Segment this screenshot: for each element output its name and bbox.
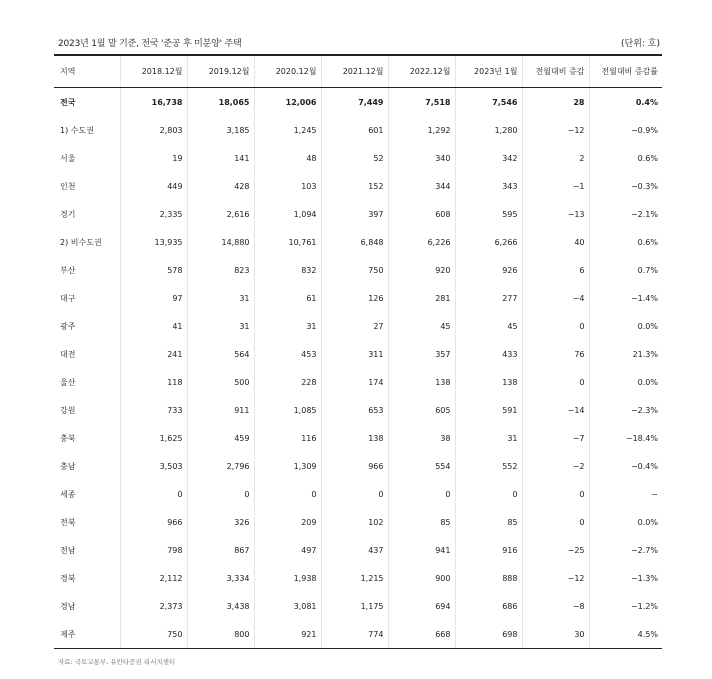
value-cell: 2,335: [120, 200, 187, 228]
value-cell: 126: [321, 284, 388, 312]
value-cell: 694: [388, 592, 455, 620]
region-cell: 세종: [60, 489, 76, 499]
value-cell: 437: [321, 536, 388, 564]
table-row: [54, 536, 662, 564]
value-cell: 31: [254, 312, 321, 340]
value-cell: 3,185: [187, 116, 254, 144]
table-row: [54, 200, 662, 228]
col-header-2018-12: 2018.12월: [120, 56, 187, 88]
value-cell: 428: [187, 172, 254, 200]
value-cell: −18.4%: [589, 424, 662, 452]
value-cell: −2.1%: [589, 200, 662, 228]
value-cell: 3,438: [187, 592, 254, 620]
value-cell: 0.0%: [589, 368, 662, 396]
value-cell: 750: [120, 620, 187, 649]
value-cell: 1,094: [254, 200, 321, 228]
value-cell: 2,373: [120, 592, 187, 620]
region-cell: 서울: [60, 153, 76, 163]
table-row: [54, 368, 662, 396]
value-cell: 0.0%: [589, 312, 662, 340]
region-cell: 경남: [60, 601, 76, 611]
value-cell: 941: [388, 536, 455, 564]
value-cell: 38: [388, 424, 455, 452]
table-row: [54, 592, 662, 620]
value-cell: 774: [321, 620, 388, 649]
value-cell: 344: [388, 172, 455, 200]
value-cell: 0: [254, 480, 321, 508]
table-row: [54, 340, 662, 368]
value-cell: 0: [187, 480, 254, 508]
table-row: [54, 480, 662, 508]
value-cell: 27: [321, 312, 388, 340]
value-cell: −: [589, 480, 662, 508]
value-cell: 1,292: [388, 116, 455, 144]
value-cell: 0.6%: [589, 144, 662, 172]
value-cell: 6,266: [455, 228, 522, 256]
value-cell: −0.9%: [589, 116, 662, 144]
value-cell: 0: [522, 480, 589, 508]
value-cell: 911: [187, 396, 254, 424]
value-cell: −1.3%: [589, 564, 662, 592]
value-cell: 2,803: [120, 116, 187, 144]
value-cell: 31: [455, 424, 522, 452]
value-cell: −8: [522, 592, 589, 620]
value-cell: 45: [388, 312, 455, 340]
table-row: [54, 396, 662, 424]
value-cell: 653: [321, 396, 388, 424]
value-cell: 0: [455, 480, 522, 508]
value-cell: 48: [254, 144, 321, 172]
region-cell: 경기: [60, 209, 76, 219]
value-cell: 209: [254, 508, 321, 536]
table-row: [54, 284, 662, 312]
value-cell: −13: [522, 200, 589, 228]
value-cell: 141: [187, 144, 254, 172]
value-cell: 85: [455, 508, 522, 536]
table-title: 2023년 1월 말 기준, 전국 '준공 후 미분양' 주택: [58, 39, 242, 49]
value-cell: 449: [120, 172, 187, 200]
value-cell: 52: [321, 144, 388, 172]
source-note: 자료: 국토교통부, 유안타증권 리서치센터: [58, 658, 176, 666]
value-cell: 76: [522, 340, 589, 368]
value-cell: 0.6%: [589, 228, 662, 256]
value-cell: 241: [120, 340, 187, 368]
value-cell: 500: [187, 368, 254, 396]
value-cell: 926: [455, 256, 522, 284]
value-cell: −12: [522, 116, 589, 144]
table-row: [54, 256, 662, 284]
value-cell: 7,518: [388, 88, 455, 117]
value-cell: 900: [388, 564, 455, 592]
value-cell: 277: [455, 284, 522, 312]
value-cell: 1,245: [254, 116, 321, 144]
value-cell: 311: [321, 340, 388, 368]
value-cell: 28: [522, 88, 589, 117]
value-cell: 138: [455, 368, 522, 396]
value-cell: 0.7%: [589, 256, 662, 284]
value-cell: 552: [455, 452, 522, 480]
value-cell: 152: [321, 172, 388, 200]
value-cell: 31: [187, 312, 254, 340]
value-cell: 30: [522, 620, 589, 649]
value-cell: 591: [455, 396, 522, 424]
value-cell: 459: [187, 424, 254, 452]
title-bar: [54, 32, 662, 54]
value-cell: 578: [120, 256, 187, 284]
value-cell: 921: [254, 620, 321, 649]
value-cell: 13,935: [120, 228, 187, 256]
value-cell: 0: [522, 508, 589, 536]
value-cell: 19: [120, 144, 187, 172]
unit-label: (단위: 호): [621, 39, 660, 49]
value-cell: 554: [388, 452, 455, 480]
region-cell: 경북: [60, 573, 76, 583]
header-row: [54, 56, 662, 88]
col-header-2021-12: 2021.12월: [321, 56, 388, 88]
value-cell: 823: [187, 256, 254, 284]
value-cell: 605: [388, 396, 455, 424]
value-cell: 7,546: [455, 88, 522, 117]
value-cell: 0: [522, 312, 589, 340]
value-cell: 750: [321, 256, 388, 284]
value-cell: 1,280: [455, 116, 522, 144]
value-cell: 1,085: [254, 396, 321, 424]
unsold-housing-table: [54, 56, 662, 649]
table-row: [54, 452, 662, 480]
col-header-2022-12: 2022.12월: [388, 56, 455, 88]
value-cell: 453: [254, 340, 321, 368]
region-cell: 전국: [60, 97, 76, 107]
value-cell: 41: [120, 312, 187, 340]
value-cell: −0.4%: [589, 452, 662, 480]
document: [54, 32, 662, 666]
value-cell: 1,938: [254, 564, 321, 592]
table-row: [54, 312, 662, 340]
col-header-mom-rate: 전월대비 증감률: [589, 56, 662, 88]
value-cell: 1,215: [321, 564, 388, 592]
table-row: [54, 228, 662, 256]
value-cell: −2.3%: [589, 396, 662, 424]
value-cell: −2.7%: [589, 536, 662, 564]
value-cell: 595: [455, 200, 522, 228]
value-cell: 4.5%: [589, 620, 662, 649]
value-cell: 45: [455, 312, 522, 340]
value-cell: 832: [254, 256, 321, 284]
region-cell: 강원: [60, 405, 76, 415]
region-cell: 부산: [60, 265, 76, 275]
value-cell: 2: [522, 144, 589, 172]
region-cell: 제주: [54, 620, 120, 649]
region-cell: 전북: [60, 517, 76, 527]
region-cell: 대구: [60, 293, 76, 303]
table-row: [54, 424, 662, 452]
table-row: [54, 144, 662, 172]
value-cell: 733: [120, 396, 187, 424]
value-cell: 326: [187, 508, 254, 536]
region-cell: 대전: [60, 349, 76, 359]
value-cell: 14,880: [187, 228, 254, 256]
value-cell: 138: [388, 368, 455, 396]
value-cell: 397: [321, 200, 388, 228]
table-body: [54, 88, 662, 649]
value-cell: 0: [388, 480, 455, 508]
value-cell: 0.4%: [589, 88, 662, 117]
value-cell: 2,796: [187, 452, 254, 480]
value-cell: 10,761: [254, 228, 321, 256]
value-cell: 601: [321, 116, 388, 144]
value-cell: 174: [321, 368, 388, 396]
value-cell: 97: [120, 284, 187, 312]
value-cell: 7,449: [321, 88, 388, 117]
value-cell: 342: [455, 144, 522, 172]
value-cell: 116: [254, 424, 321, 452]
col-header-2019-12: 2019.12월: [187, 56, 254, 88]
value-cell: 698: [455, 620, 522, 649]
value-cell: 102: [321, 508, 388, 536]
value-cell: −2: [522, 452, 589, 480]
value-cell: 0: [522, 368, 589, 396]
value-cell: −12: [522, 564, 589, 592]
value-cell: −4: [522, 284, 589, 312]
value-cell: 1,309: [254, 452, 321, 480]
value-cell: 564: [187, 340, 254, 368]
table-row: [54, 620, 662, 649]
region-cell: 울산: [60, 377, 76, 387]
value-cell: 0: [321, 480, 388, 508]
col-header-2020-12: 2020.12월: [254, 56, 321, 88]
region-cell: 인천: [60, 181, 76, 191]
region-cell: 광주: [60, 321, 76, 331]
col-header-2023-01: 2023년 1월: [455, 56, 522, 88]
region-cell: 충북: [60, 433, 76, 443]
value-cell: 0: [120, 480, 187, 508]
table-row: [54, 172, 662, 200]
value-cell: 103: [254, 172, 321, 200]
value-cell: 40: [522, 228, 589, 256]
value-cell: 433: [455, 340, 522, 368]
region-cell: 전남: [60, 545, 76, 555]
value-cell: 867: [187, 536, 254, 564]
value-cell: 3,334: [187, 564, 254, 592]
value-cell: −1.2%: [589, 592, 662, 620]
value-cell: 2,616: [187, 200, 254, 228]
value-cell: 668: [388, 620, 455, 649]
value-cell: 608: [388, 200, 455, 228]
value-cell: 21.3%: [589, 340, 662, 368]
value-cell: −7: [522, 424, 589, 452]
value-cell: −1.4%: [589, 284, 662, 312]
region-cell: 2) 비수도권: [60, 237, 102, 247]
value-cell: 6,226: [388, 228, 455, 256]
value-cell: −1: [522, 172, 589, 200]
value-cell: 916: [455, 536, 522, 564]
col-header-mom-change: 전월대비 증감: [522, 56, 589, 88]
value-cell: 6: [522, 256, 589, 284]
value-cell: 340: [388, 144, 455, 172]
value-cell: 798: [120, 536, 187, 564]
value-cell: 0.0%: [589, 508, 662, 536]
value-cell: 800: [187, 620, 254, 649]
value-cell: 3,503: [120, 452, 187, 480]
value-cell: 228: [254, 368, 321, 396]
table-row: [54, 564, 662, 592]
value-cell: 85: [388, 508, 455, 536]
table-row: [54, 116, 662, 144]
value-cell: 16,738: [120, 88, 187, 117]
value-cell: −25: [522, 536, 589, 564]
value-cell: 3,081: [254, 592, 321, 620]
value-cell: 357: [388, 340, 455, 368]
value-cell: −0.3%: [589, 172, 662, 200]
value-cell: 497: [254, 536, 321, 564]
value-cell: 920: [388, 256, 455, 284]
value-cell: 61: [254, 284, 321, 312]
value-cell: 31: [187, 284, 254, 312]
value-cell: 1,625: [120, 424, 187, 452]
region-cell: 충남: [60, 461, 76, 471]
value-cell: 281: [388, 284, 455, 312]
value-cell: 966: [321, 452, 388, 480]
value-cell: 343: [455, 172, 522, 200]
value-cell: 686: [455, 592, 522, 620]
value-cell: 1,175: [321, 592, 388, 620]
value-cell: −14: [522, 396, 589, 424]
value-cell: 966: [120, 508, 187, 536]
table-row: [54, 88, 662, 117]
col-header-region: 지역: [54, 56, 120, 88]
value-cell: 6,848: [321, 228, 388, 256]
value-cell: 138: [321, 424, 388, 452]
value-cell: 2,112: [120, 564, 187, 592]
value-cell: 888: [455, 564, 522, 592]
value-cell: 18,065: [187, 88, 254, 117]
region-cell: 1) 수도권: [60, 125, 94, 135]
value-cell: 118: [120, 368, 187, 396]
value-cell: 12,006: [254, 88, 321, 117]
table-row: [54, 508, 662, 536]
